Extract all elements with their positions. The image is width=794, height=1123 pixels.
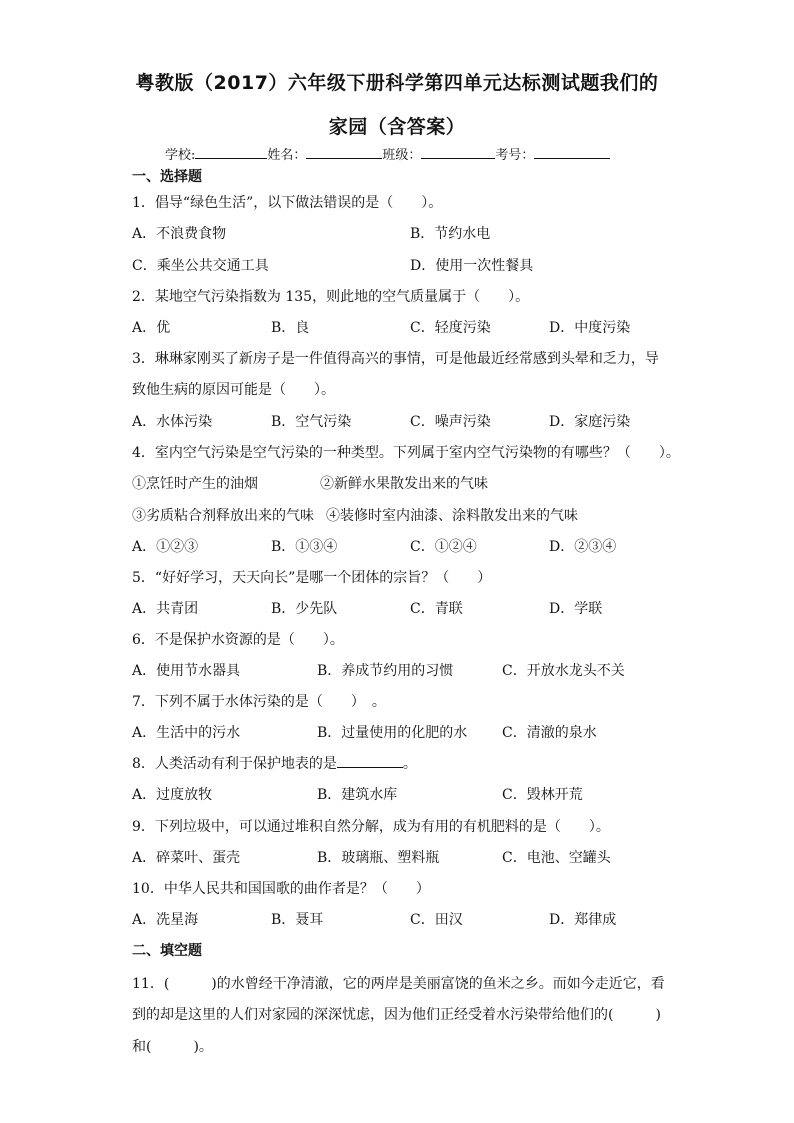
number-blank[interactable] (534, 144, 610, 159)
document-title-line2: 家园（含答案） (328, 116, 466, 138)
question-2-option-d[interactable]: D．中度污染 (549, 320, 631, 336)
section-heading-choice: 一、选择题 (132, 169, 202, 185)
question-7-option-a[interactable]: A．生活中的污水 (132, 725, 241, 741)
question-3-stem-line2: 致他生病的原因可能是（ ）。 (132, 382, 335, 398)
name-label: 姓名： (267, 148, 307, 163)
question-4-item-2: ②新鲜水果散发出来的气味 (320, 476, 488, 492)
question-2-stem: 2．某地空气污染指数为 135，则此地的空气质量属于（ ）。 (132, 289, 530, 305)
question-1-option-d[interactable]: D．使用一次性餐具 (410, 258, 534, 274)
question-8-option-c[interactable]: C．毁林开荒 (502, 787, 583, 803)
question-7-stem: 7．下列不属于水体污染的是（ ） 。 (132, 694, 386, 710)
question-8-option-b[interactable]: B．建筑水库 (317, 787, 398, 803)
question-4-option-b[interactable]: B．①③④ (271, 539, 338, 555)
question-4-option-c[interactable]: C．①②④ (410, 539, 477, 555)
school-blank[interactable] (195, 144, 267, 159)
question-6-option-c[interactable]: C．开放水龙头不关 (502, 663, 625, 679)
question-11-line2: 到的却是这里的人们对家园的深深忧虑，因为他们正经受着水污染带给他们的( ) (132, 1007, 661, 1023)
question-4-item-3: ③劣质粘合剂释放出来的气味 (132, 508, 314, 524)
question-1-option-c[interactable]: C．乘坐公共交通工具 (132, 258, 269, 274)
question-10-option-c[interactable]: C．田汉 (410, 912, 463, 928)
question-11-line3: 和( )。 (132, 1039, 213, 1055)
number-label: 考号： (495, 148, 535, 163)
question-8-option-a[interactable]: A．过度放牧 (132, 787, 213, 803)
question-5-option-c[interactable]: C．青联 (410, 601, 463, 617)
question-3-option-d[interactable]: D．家庭污染 (549, 414, 631, 430)
question-10-option-b[interactable]: B．聂耳 (271, 912, 324, 928)
question-2-option-c[interactable]: C．轻度污染 (410, 320, 491, 336)
question-9-stem: 9．下列垃圾中，可以通过堆积自然分解，成为有用的有机肥料的是（ ）。 (132, 819, 610, 835)
question-9-option-a[interactable]: A．碎菜叶、蛋壳 (132, 850, 241, 866)
question-9-option-c[interactable]: C．电池、空罐头 (502, 850, 611, 866)
question-1-stem: 1．倡导“绿色生活”，以下做法错误的是（ ）。 (132, 195, 443, 211)
question-10-option-d[interactable]: D．郑律成 (549, 912, 617, 928)
question-4-option-d[interactable]: D．②③④ (549, 539, 617, 555)
name-blank[interactable] (306, 144, 382, 159)
question-8-stem-end: 。 (402, 756, 417, 772)
question-6-option-a[interactable]: A．使用节水器具 (132, 663, 241, 679)
section-heading-fill-blank: 二、填空题 (132, 943, 202, 959)
question-3-option-b[interactable]: B．空气污染 (271, 414, 352, 430)
question-4-item-4: ④装修时室内油漆、涂料散发出来的气味 (326, 508, 578, 524)
question-3-option-a[interactable]: A．水体污染 (132, 414, 213, 430)
question-4-option-a[interactable]: A．①②③ (132, 539, 199, 555)
question-8-stem-text: 8．人类活动有利于保护地表的是 (132, 756, 337, 772)
question-1-option-a[interactable]: A．不浪费食物 (132, 226, 227, 242)
question-6-stem: 6．不是保护水资源的是（ ）。 (132, 632, 344, 648)
question-5-stem: 5．“好好学习，天天向长”是哪一个团体的宗旨？（ ） (132, 570, 492, 586)
question-11-line1: 11．( )的水曾经干净清澈，它的两岸是美丽富饶的鱼米之乡。而如今走近它，看 (132, 976, 665, 992)
question-8-stem (132, 753, 417, 773)
question-4-stem: 4．室内空气污染是空气污染的一种类型。下列属于室内空气污染物的有哪些？（ ）。 (132, 445, 680, 461)
question-1-option-b[interactable]: B．节约水电 (410, 226, 491, 242)
class-blank[interactable] (421, 144, 495, 159)
document-title-line1: 粤教版（2017）六年级下册科学第四单元达标测试题我们的 (135, 72, 659, 94)
question-6-option-b[interactable]: B．养成节约用的习惯 (317, 663, 454, 679)
question-3-stem-line1: 3．琳琳家刚买了新房子是一件值得高兴的事情，可是他最近经常感到头晕和乏力，导 (132, 351, 659, 367)
question-10-option-a[interactable]: A．冼星海 (132, 912, 199, 928)
student-info-line (165, 144, 610, 163)
school-label: 学校: (165, 148, 196, 163)
question-7-option-b[interactable]: B．过量使用的化肥的水 (317, 725, 468, 741)
question-5-option-d[interactable]: D．学联 (549, 601, 603, 617)
question-2-option-b[interactable]: B．良 (271, 320, 310, 336)
question-8-answer-blank[interactable] (337, 753, 403, 768)
question-10-stem: 10．中华人民共和国国歌的曲作者是？（ ） (132, 881, 430, 897)
question-4-item-1: ①烹饪时产生的油烟 (132, 476, 258, 492)
class-label: 班级： (382, 148, 422, 163)
question-9-option-b[interactable]: B．玻璃瓶、塑料瓶 (317, 850, 440, 866)
question-5-option-a[interactable]: A．共青团 (132, 601, 199, 617)
question-3-option-c[interactable]: C．噪声污染 (410, 414, 491, 430)
question-5-option-b[interactable]: B．少先队 (271, 601, 338, 617)
question-2-option-a[interactable]: A．优 (132, 320, 171, 336)
question-7-option-c[interactable]: C．清澈的泉水 (502, 725, 597, 741)
